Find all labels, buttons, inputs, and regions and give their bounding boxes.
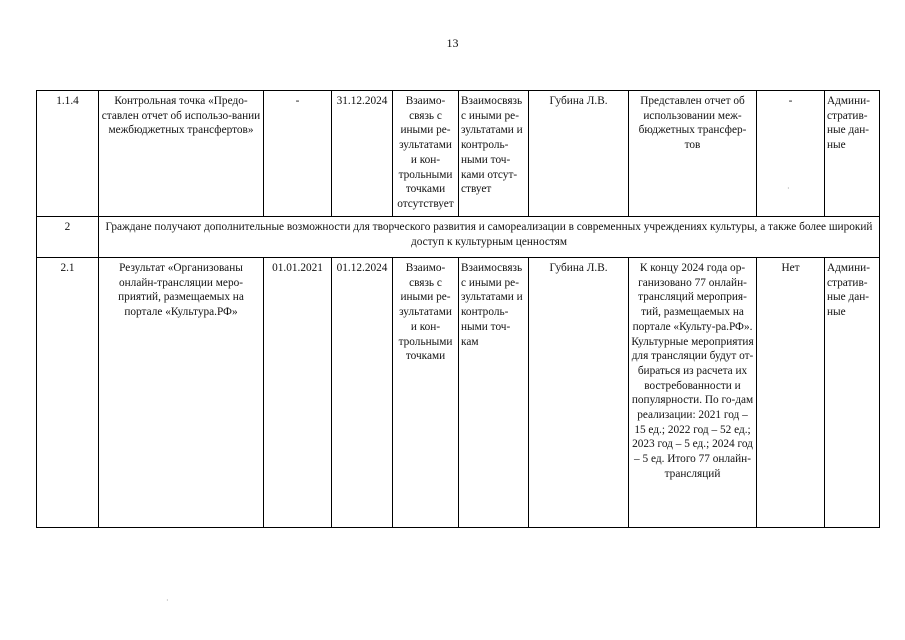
row-end-date: 31.12.2024 [332, 91, 393, 217]
page-number: 13 [446, 36, 459, 50]
row-result: Представлен отчет об использовании меж-бюджетных трансфер-тов [629, 91, 757, 217]
section-row [37, 217, 880, 258]
scan-speck: · [166, 596, 169, 605]
table-row [37, 258, 880, 528]
row-start-date: 01.01.2021 [264, 258, 332, 528]
row-responsible: Губина Л.В. [529, 91, 629, 217]
section-title: Граждане получают дополнительные возможности для творческого развития и самореализации в современных учреждениях культуры, а также более широкий доступ к культурным ценностям [99, 217, 880, 258]
row-flag: Нет [757, 258, 825, 528]
row-name: Результат «Организованы онлайн-трансляции меро-приятий, размещаемых на портале «Культура.РФ» [99, 258, 264, 528]
row-source: Админи-стратив-ные дан-ные [825, 258, 880, 528]
table-row [37, 91, 880, 217]
scan-speck: · [787, 184, 790, 193]
row-link-next: Взаимосвязь с иными ре-зультатами и контроль-ными точ-ками отсут-ствует [459, 91, 529, 217]
row-start-date: - [264, 91, 332, 217]
row-flag: - [757, 91, 825, 217]
row-link-previous: Взаимо-связь с иными ре-зультатами и кон-трольными точками [393, 258, 459, 528]
row-source: Админи-стратив-ные дан-ные [825, 91, 880, 217]
row-link-next: Взаимосвязь с иными ре-зультатами и контроль-ными точ-кам [459, 258, 529, 528]
section-number: 2 [37, 217, 99, 258]
row-number: 1.1.4 [37, 91, 99, 217]
row-name: Контрольная точка «Предо-ставлен отчет об использо-вании межбюджетных трансфертов» [99, 91, 264, 217]
row-end-date: 01.12.2024 [332, 258, 393, 528]
row-responsible: Губина Л.В. [529, 258, 629, 528]
row-link-previous: Взаимо-связь с иными ре-зультатами и кон-трольными точками отсутствует [393, 91, 459, 217]
plan-table [36, 90, 880, 528]
row-result: К концу 2024 года ор-ганизовано 77 онлайн-трансляций мероприя-тий, размещаемых на портале «Культу-ра.РФ». Культурные мероприятия для трансляции будут от-бираться из расчета их востребованности и популярности. По го-дам реализации: 2021 год – 15 ед.; 2022 год – 52 ед.; 2023 год – 5 ед.; 2024 год – 5 ед. Итого 77 онлайн-трансляций [629, 258, 757, 528]
row-number: 2.1 [37, 258, 99, 528]
